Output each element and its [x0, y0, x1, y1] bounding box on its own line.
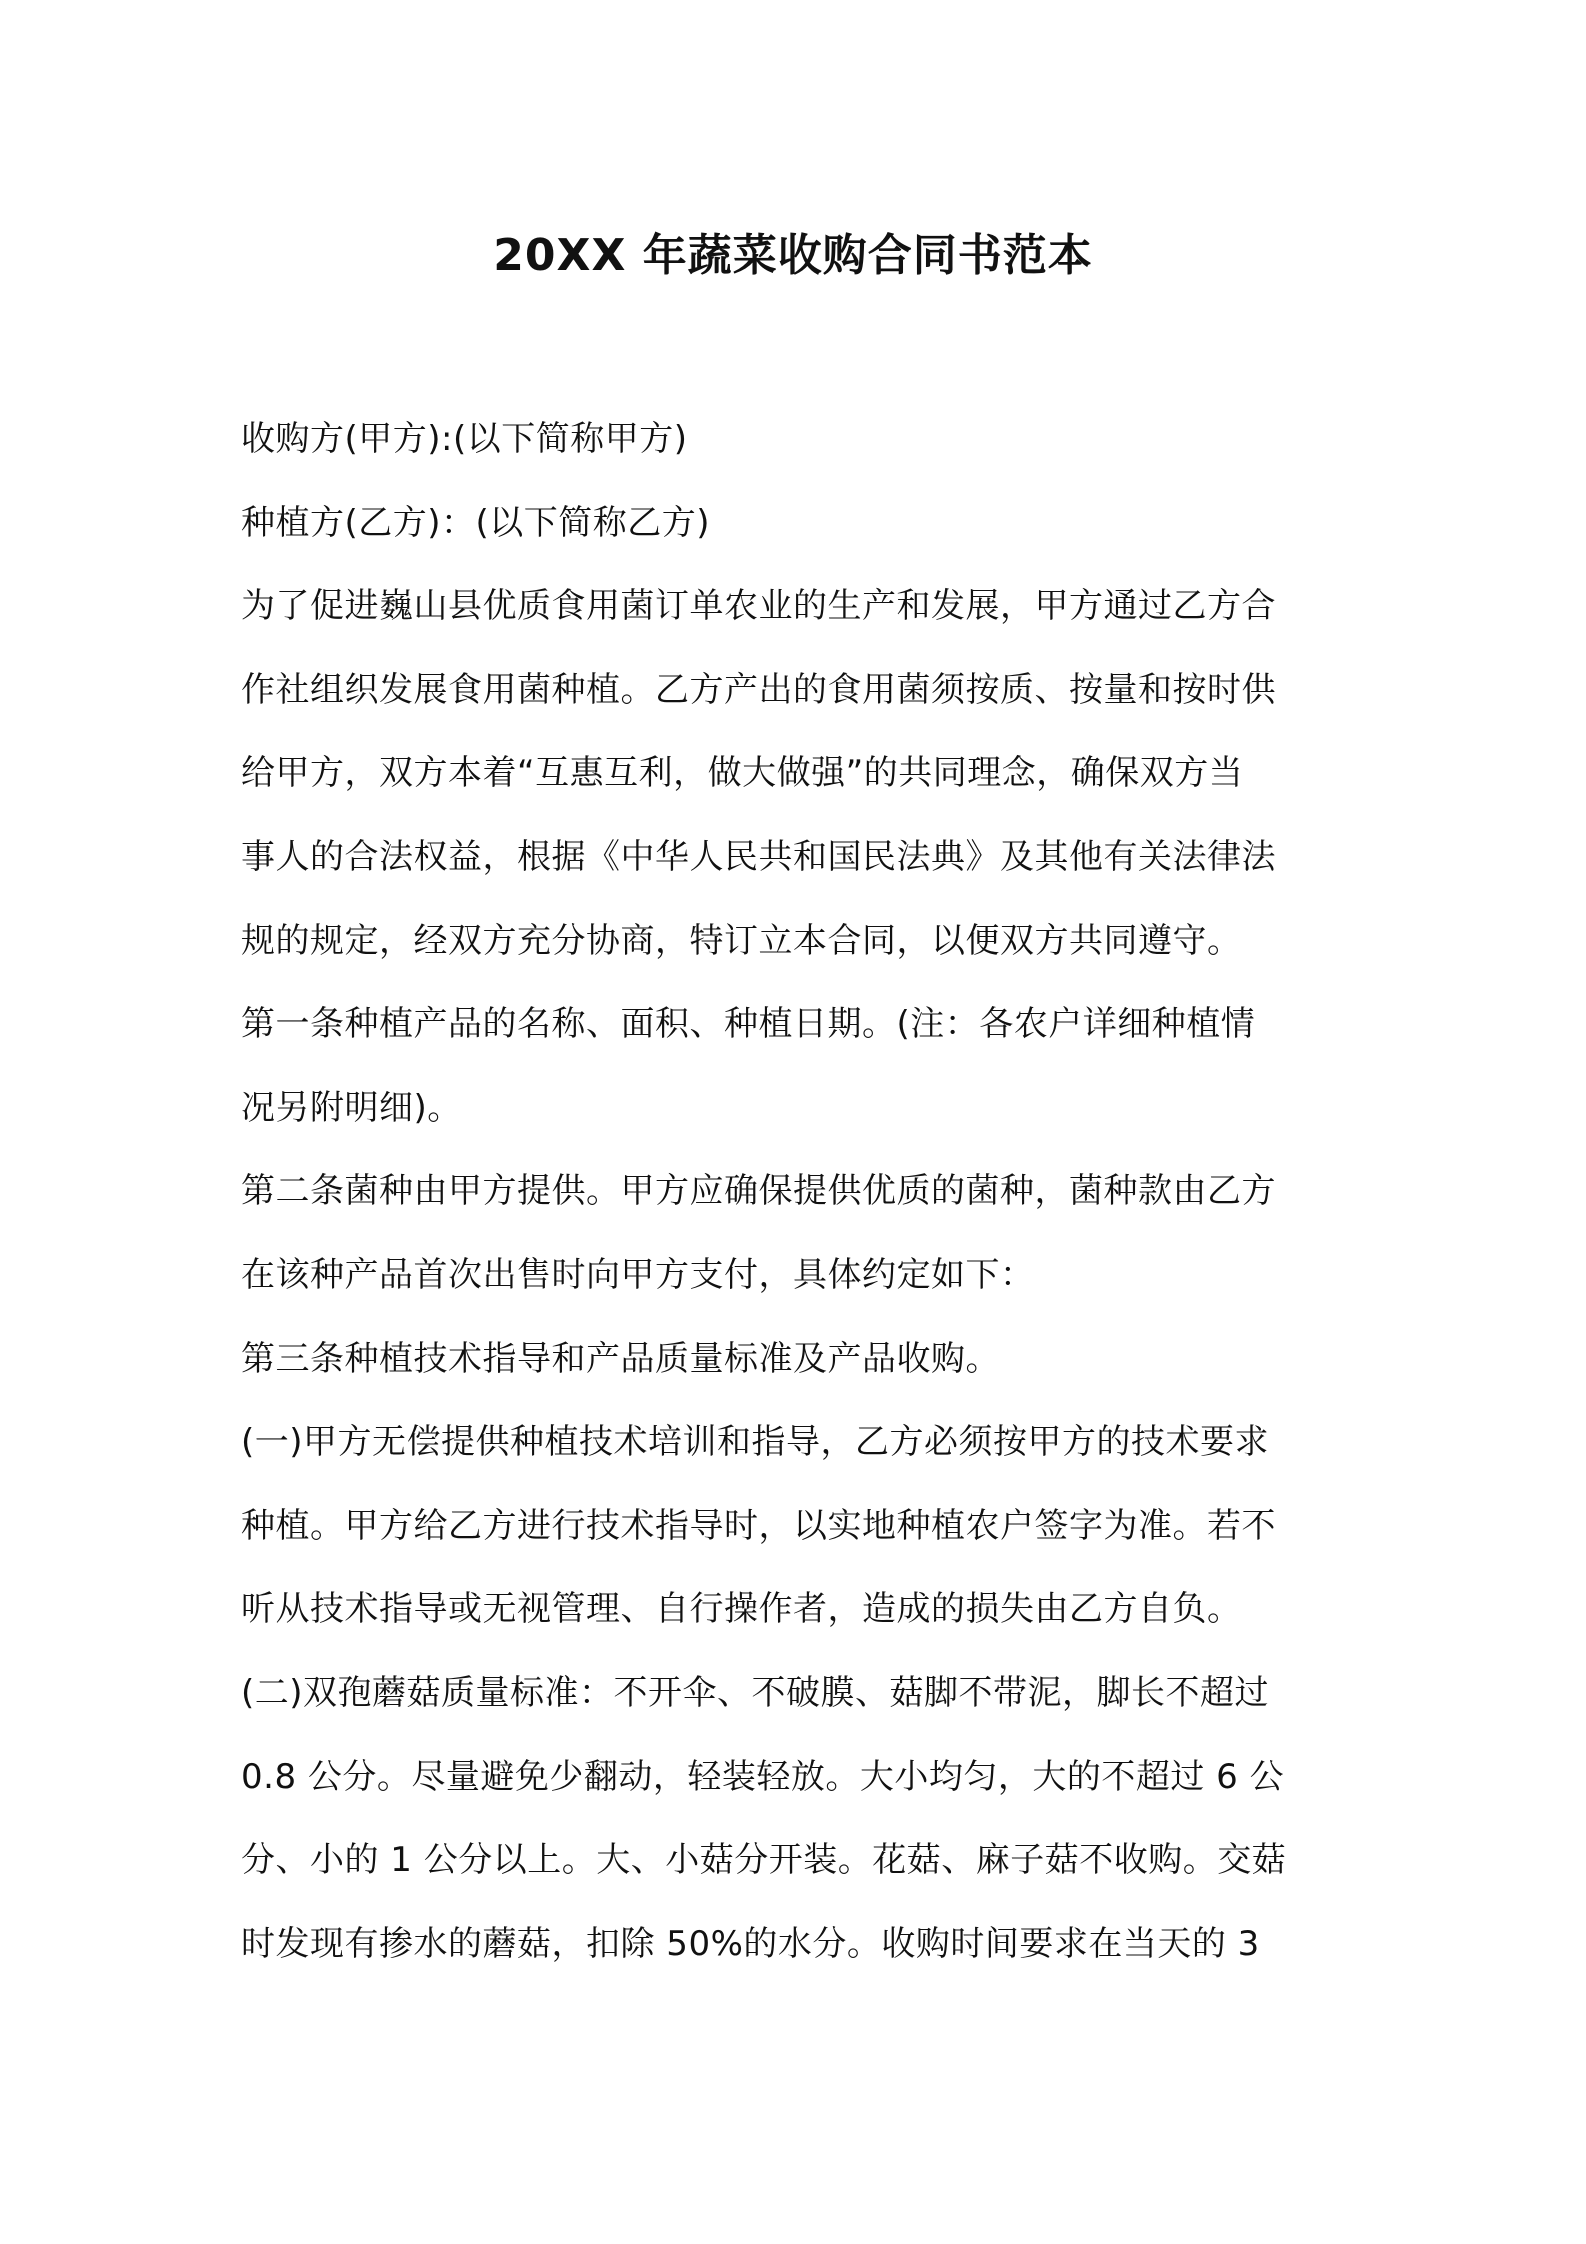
document-title: 20XX 年蔬菜收购合同书范本: [493, 230, 1093, 281]
document-body: [241, 398, 1351, 1986]
paragraph-grower: [241, 482, 1351, 566]
text-line: (二)双孢蘑菇质量标准：不开伞、不破膜、菇脚不带泥，脚长不超过: [241, 1672, 1270, 1713]
text-line: 听从技术指导或无视管理、自行操作者，造成的损失由乙方自负。: [241, 1589, 1242, 1630]
text-line: 给甲方，双方本着“互惠互利，做大做强”的共同理念，确保双方当: [241, 753, 1244, 794]
text-line: 收购方(甲方):(以下简称甲方): [241, 419, 688, 459]
text-line: 为了促进巍山县优质食用菌订单农业的生产和发展，甲方通过乙方合: [241, 586, 1276, 627]
text-line: 第二条菌种由甲方提供。甲方应确保提供优质的菌种，菌种款由乙方: [241, 1171, 1276, 1212]
text-line: 规的规定，经双方充分协商，特订立本合同，以便双方共同遵守。: [241, 920, 1242, 961]
paragraph-article-2: [241, 1150, 1351, 1317]
text-line: 第一条种植产品的名称、面积、种植日期。(注：各农户详细种植情: [241, 1004, 1256, 1045]
paragraph-article-1: [241, 983, 1351, 1150]
text-line: 第三条种植技术指导和产品质量标准及产品收购。: [241, 1338, 1000, 1379]
text-line: 0.8 公分。尽量避免少翻动，轻装轻放。大小均匀，大的不超过 6 公: [241, 1756, 1285, 1797]
text-line: 况另附明细)。: [241, 1087, 462, 1128]
paragraph-clause-1: [241, 1401, 1351, 1652]
text-line: 种植方(乙方)：(以下简称乙方): [241, 502, 711, 543]
text-line: (一)甲方无偿提供种植技术培训和指导，乙方必须按甲方的技术要求: [241, 1422, 1270, 1463]
text-line: 在该种产品首次出售时向甲方支付，具体约定如下：: [241, 1254, 1035, 1295]
text-line: 事人的合法权益，根据《中华人民共和国民法典》及其他有关法律法: [241, 836, 1276, 877]
text-line: 分、小的 1 公分以上。大、小菇分开装。花菇、麻子菇不收购。交菇: [241, 1840, 1287, 1881]
paragraph-purchaser: [241, 398, 1351, 482]
text-line: 时发现有掺水的蘑菇，扣除 50%的水分。收购时间要求在当天的 3: [241, 1923, 1260, 1964]
text-line: 种植。甲方给乙方进行技术指导时，以实地种植农户签字为准。若不: [241, 1505, 1276, 1546]
paragraph-clause-2: [241, 1652, 1351, 1986]
paragraph-preamble: [241, 565, 1351, 983]
text-line: 作社组织发展食用菌种植。乙方产出的食用菌须按质、按量和按时供: [241, 669, 1276, 710]
paragraph-article-3: [241, 1318, 1351, 1402]
